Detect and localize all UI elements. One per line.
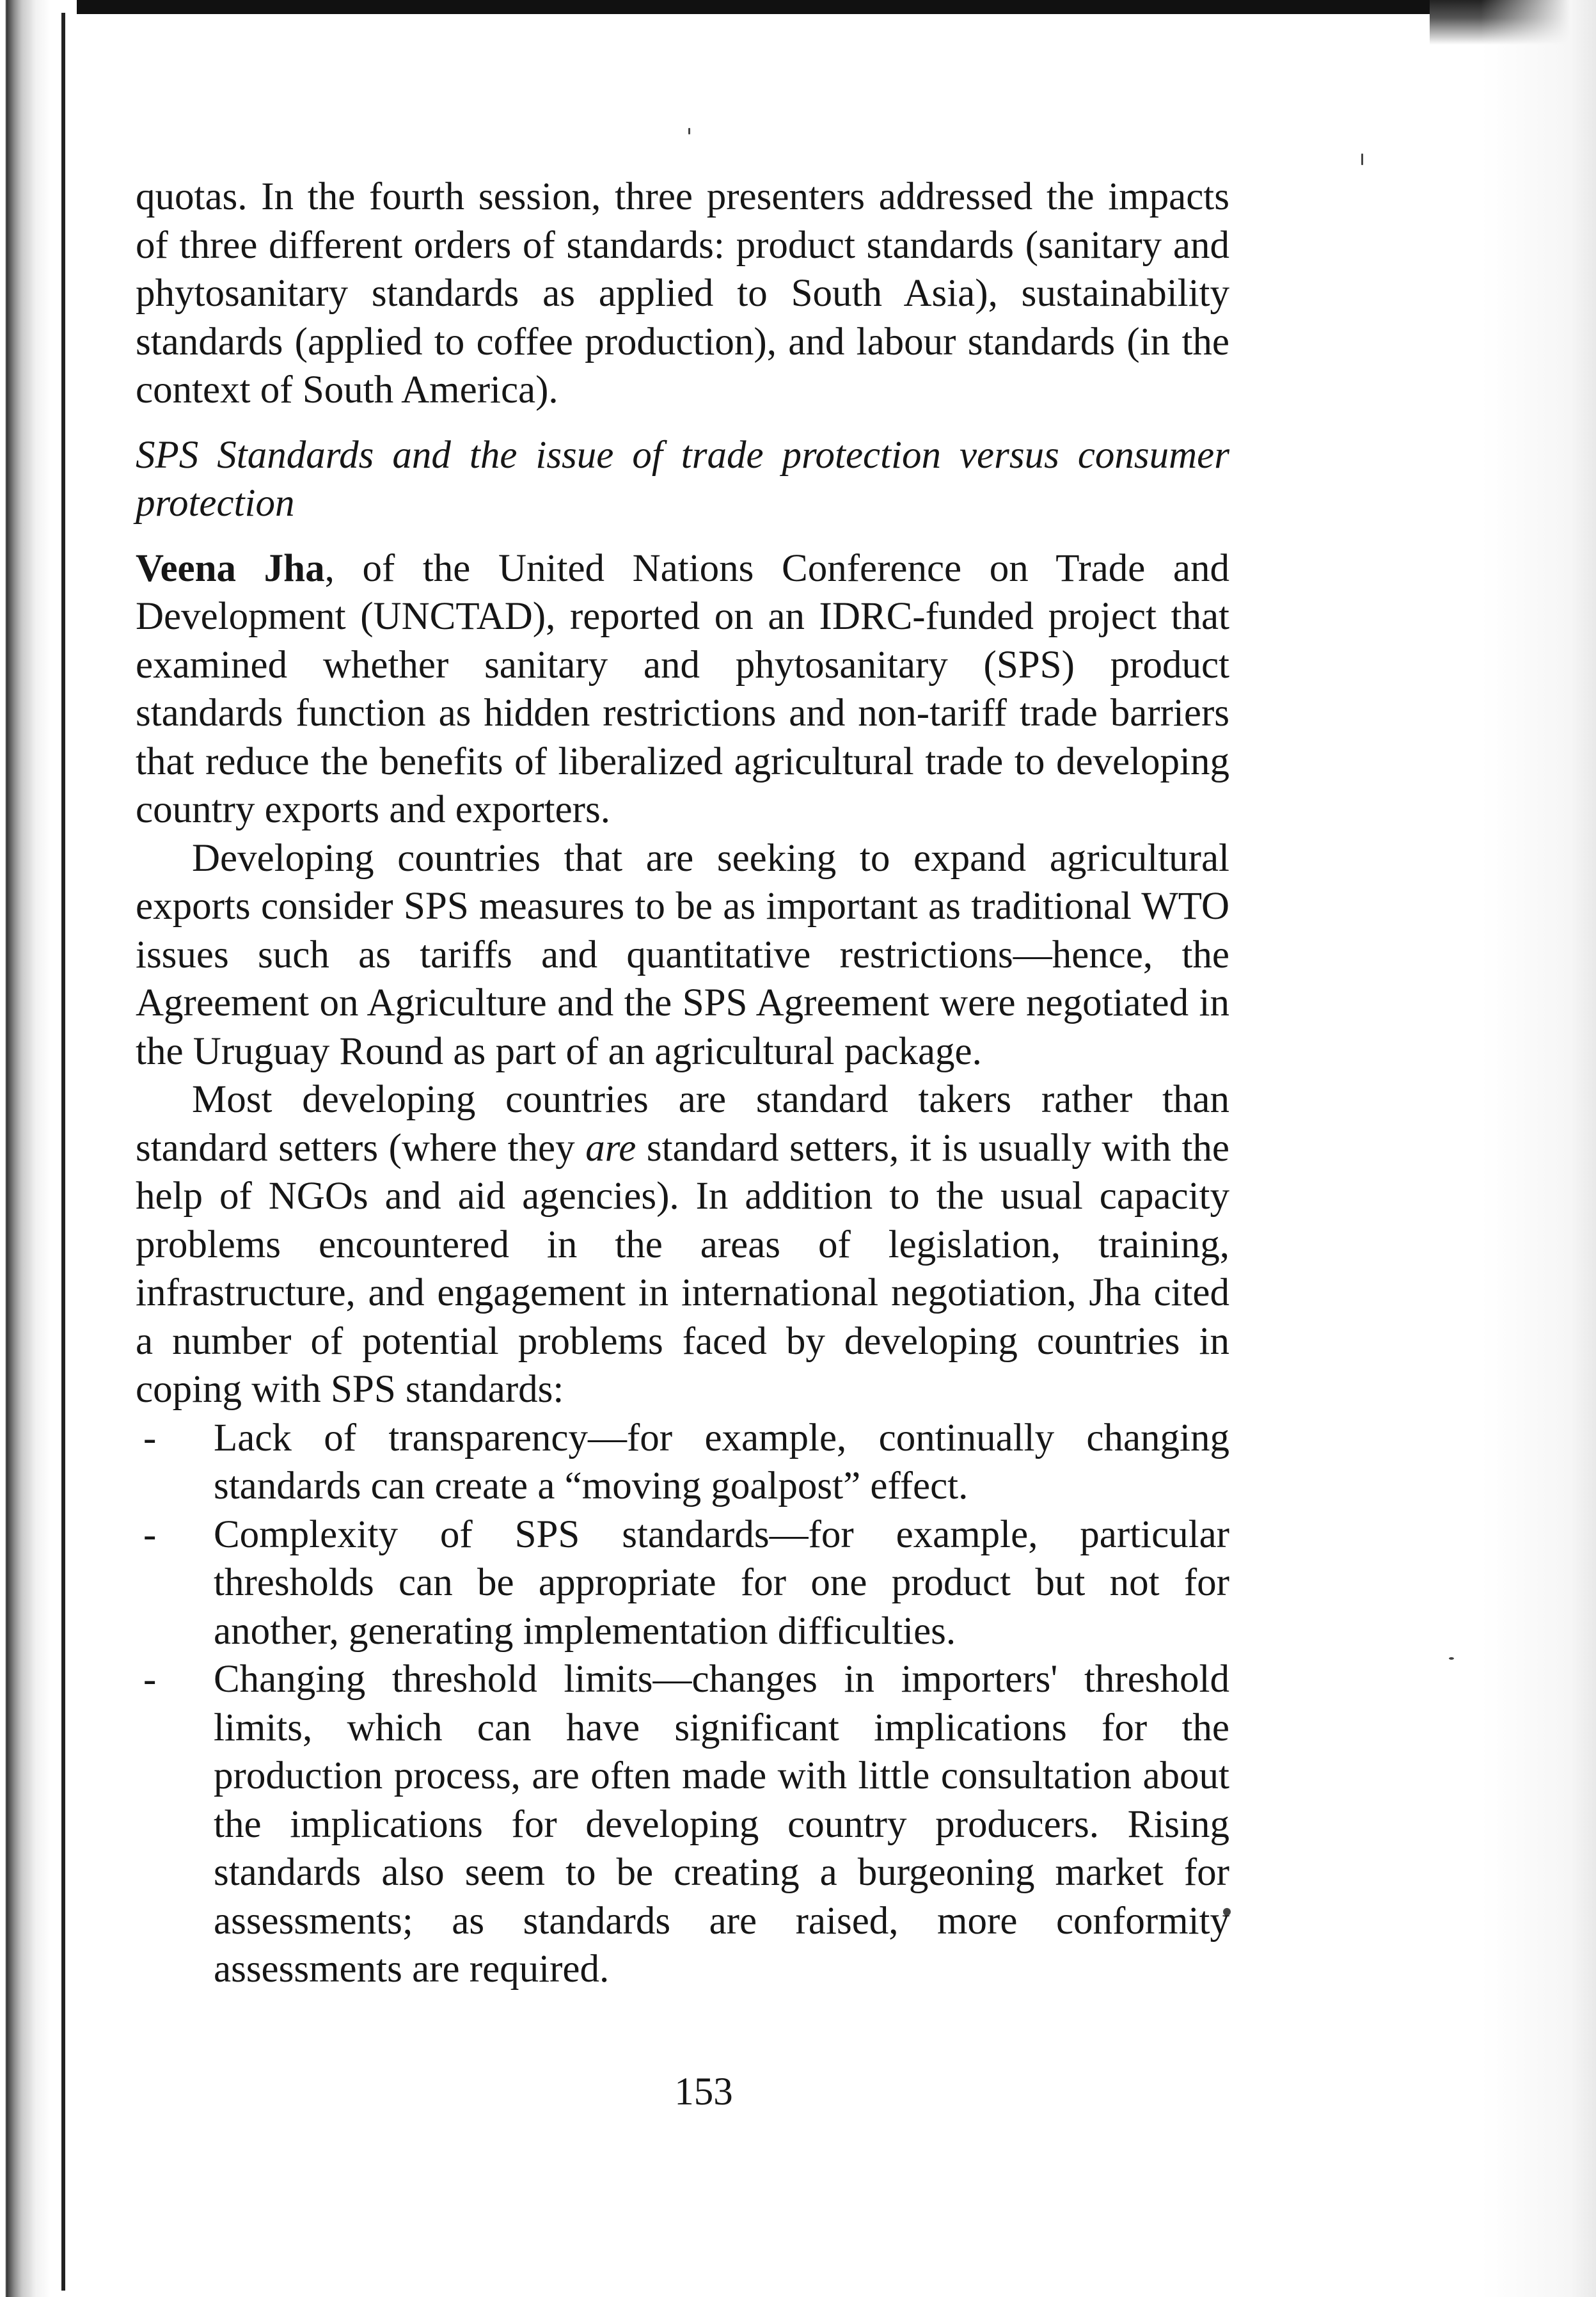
paragraph-veena-jha-text: , of the United Nations Conference on Trade and Development (UNCTAD), reported on an IDRC-funded project that examined whether sanitary and phytosanitary (SPS) product standards function as hidden restrictions and non-tariff trade barriers that reduce the benefits of liberalized agricultural trade to developing country exports and exporters.: [136, 546, 1230, 831]
list-item: [136, 1655, 1229, 1994]
page-body: [136, 173, 1229, 1994]
list-dash: -: [143, 1513, 157, 1556]
paragraph-standard-takers-b: standard setters, it is usually with the help of NGOs and aid agencies). In addition to the usual capacity problems encountered in the areas of legislation, training, infrastructure, and engagement in international negotiation, Jha cited a number of potential problems faced by developing countries in coping with SPS standards:: [136, 1126, 1229, 1411]
paragraph-quotas: quotas. In the fourth session, three presenters addressed the impacts of three different orders of standards: product standards (sanitary and phytosanitary standards as applied to South Asia), sustainability standards (applied to coffee production), and labour standards (in the context of South America).: [136, 175, 1229, 411]
emphasis-are: are: [585, 1126, 636, 1170]
presenter-name: Veena Jha: [136, 546, 325, 590]
list-item-text: Complexity of SPS standards—for example, particular thresholds can be appropriate for one product but not for another, generating implementation difficulties.: [214, 1513, 1229, 1653]
list-item-text: Lack of transparency—for example, continually changing standards can create a “moving goalpost” effect.: [214, 1416, 1229, 1507]
scan-speck: [688, 128, 690, 134]
scan-speck: [1361, 154, 1363, 165]
problems-list: [136, 1414, 1229, 1994]
paragraph-standard-takers-a: Most developing countries are standard takers rather than standard setters (where they: [136, 1078, 1229, 1170]
scan-right-edge-shade: [1481, 0, 1596, 2297]
paragraph-veena-jha: [136, 544, 1229, 834]
list-dash: -: [143, 1416, 157, 1459]
list-item: [136, 1414, 1229, 1511]
list-item-text: Changing threshold limits—changes in importers' threshold limits, which can have significant implications for the production process, are often made with little consultation about the implications for developing country producers. Rising standards also seem to be creating a burgeoning market for assessments; as standards are raised, more conformity assessments are required.: [214, 1658, 1229, 1991]
page-number: 153: [674, 2070, 733, 2113]
section-heading: SPS Standards and the issue of trade protection versus consumer protection: [136, 433, 1229, 525]
list-dash: -: [143, 1658, 157, 1701]
scan-binding-edge: [61, 13, 65, 2291]
paragraph-developing-countries: Developing countries that are seeking to expand agricultural exports consider SPS measures to be as important as traditional WTO issues such as tariffs and quantitative restrictions—hence, the Agreement on Agriculture and the SPS Agreement were negotiated in the Uruguay Round as part of an agricultural package.: [136, 836, 1229, 1073]
scan-top-border: [0, 0, 1596, 14]
list-item: [136, 1511, 1229, 1656]
scan-binding-shadow: [0, 0, 77, 2297]
paragraph-standard-takers: [136, 1076, 1229, 1414]
scan-speck: [1449, 1657, 1454, 1660]
